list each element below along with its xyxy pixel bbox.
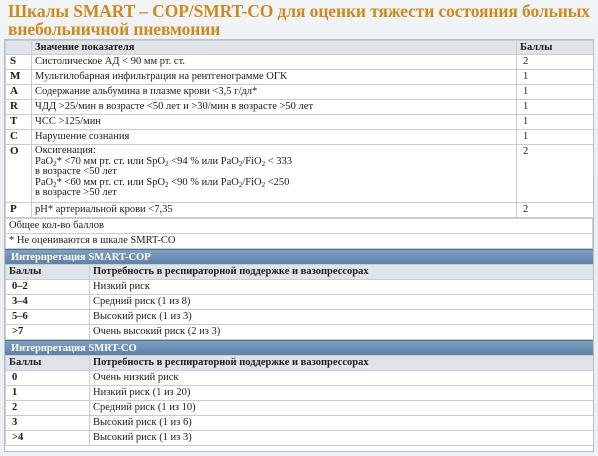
header-need: Потребность в респираторной поддержке и вазопрессорах <box>90 356 595 371</box>
total-label: Общее кол-во баллов <box>6 219 593 234</box>
table-row <box>6 115 595 130</box>
footnote-row <box>6 234 593 249</box>
text-fragment: /FiO <box>242 155 262 167</box>
subscript: 2 <box>261 180 266 189</box>
scale-table <box>5 40 594 218</box>
text-fragment: PaO <box>35 176 54 188</box>
row-text: pH* артериальной крови <7,35 <box>32 203 517 218</box>
oxygenation-age-young: в возрасте <50 лет <box>35 166 117 177</box>
oxygenation-label: Оксигенация: <box>35 145 96 156</box>
oxygenation-age-old: в возрасте >50 лет <box>35 187 117 198</box>
interpretation-table-smrt-co <box>5 355 594 446</box>
row-score: 3 <box>6 416 90 431</box>
table-row <box>6 130 595 145</box>
row-text: Систолическое АД < 90 мм рт. ст. <box>32 55 517 70</box>
row-text: ЧДД >25/мин в возрасте <50 лет и >30/мин в возрасте >50 лет <box>32 100 517 115</box>
row-need: Очень высокий риск (2 из 3) <box>90 325 595 340</box>
text-fragment: <250 <box>265 176 290 188</box>
row-need: Высокий риск (1 из 3) <box>90 310 595 325</box>
table-row <box>6 325 595 340</box>
text-fragment: <90 % или PaO <box>168 176 239 188</box>
row-score: 1 <box>517 100 595 115</box>
oxygenation-row <box>6 145 595 203</box>
footnote: * Не оцениваются в шкале SMRT-CO <box>6 234 593 249</box>
row-need: Очень низкий риск <box>90 371 595 386</box>
text-fragment: * <70 мм рт. ст. или SpO <box>56 155 166 167</box>
row-letter: T <box>6 115 32 130</box>
row-score: 5–6 <box>6 310 90 325</box>
oxygenation-text <box>32 145 517 203</box>
interpretation-header <box>6 356 595 371</box>
row-need: Низкий риск (1 из 20) <box>90 386 595 401</box>
row-text: Мультилобарная инфильтрация на рентгенограмме ОГК <box>32 70 517 85</box>
table-row <box>6 280 595 295</box>
row-score: 0 <box>6 371 90 386</box>
interpretation-header <box>6 265 595 280</box>
row-score: >4 <box>6 431 90 446</box>
row-score: 1 <box>517 115 595 130</box>
table-row <box>6 386 595 401</box>
text-fragment: * <60 мм рт. ст. или SpO <box>56 176 166 188</box>
row-score: 2 <box>6 401 90 416</box>
row-score: 2 <box>517 145 595 203</box>
header-parameter: Значение показателя <box>32 41 517 55</box>
subscript: 2 <box>238 159 243 168</box>
row-letter: O <box>6 145 32 203</box>
row-text: Нарушение сознания <box>32 130 517 145</box>
row-need: Высокий риск (1 из 3) <box>90 431 595 446</box>
header-score: Баллы <box>517 41 595 55</box>
row-letter: C <box>6 130 32 145</box>
section-header-smrt-co: Интерпретация SMRT-CO <box>5 340 593 355</box>
subscript: 2 <box>53 159 57 168</box>
subscript: 2 <box>238 180 243 189</box>
scale-table-header <box>6 41 595 55</box>
row-letter: P <box>6 203 32 218</box>
section-header-smart-cop: Интерпретация SMART-COP <box>5 249 593 264</box>
subscript: 2 <box>165 180 169 189</box>
table-row <box>6 310 595 325</box>
row-score: 2 <box>517 55 595 70</box>
row-need: Средний риск (1 из 8) <box>90 295 595 310</box>
table-row <box>6 416 595 431</box>
smart-cop-sheet <box>4 39 594 452</box>
text-fragment: /FiO <box>242 176 262 188</box>
subscript: 2 <box>53 180 57 189</box>
summary-table <box>5 218 593 249</box>
row-letter: M <box>6 70 32 85</box>
row-letter: S <box>6 55 32 70</box>
table-row <box>6 70 595 85</box>
row-score: 1 <box>517 130 595 145</box>
table-row <box>6 295 595 310</box>
row-score: 2 <box>517 203 595 218</box>
row-text: ЧСС >125/мин <box>32 115 517 130</box>
table-row <box>6 85 595 100</box>
text-fragment: PaO <box>35 155 54 167</box>
text-fragment: < 333 <box>265 155 292 167</box>
subscript: 2 <box>261 159 266 168</box>
page-title: Шкалы SMART – COP/SMRT-CO для оценки тяжести состояния больных внебольничной пневмонии <box>8 1 590 39</box>
row-letter: A <box>6 85 32 100</box>
row-score: 3–4 <box>6 295 90 310</box>
row-score: 1 <box>517 70 595 85</box>
row-score: 1 <box>6 386 90 401</box>
table-row <box>6 55 595 70</box>
row-score: >7 <box>6 325 90 340</box>
interpretation-table-smart-cop <box>5 264 594 340</box>
header-score: Баллы <box>6 265 90 280</box>
table-row <box>6 371 595 386</box>
total-row <box>6 219 593 234</box>
row-score: 1 <box>517 85 595 100</box>
row-text: Содержание альбумина в плазме крови <3,5 г/дл* <box>32 85 517 100</box>
subscript: 2 <box>165 159 169 168</box>
header-letter-cell <box>6 41 32 55</box>
header-score: Баллы <box>6 356 90 371</box>
row-need: Средний риск (1 из 10) <box>90 401 595 416</box>
row-need: Высокий риск (1 из 6) <box>90 416 595 431</box>
header-need: Потребность в респираторной поддержке и вазопрессорах <box>90 265 595 280</box>
text-fragment: <94 % или PaO <box>168 155 239 167</box>
table-row <box>6 100 595 115</box>
table-row <box>6 203 595 218</box>
table-row <box>6 431 595 446</box>
row-score: 0–2 <box>6 280 90 295</box>
row-need: Низкий риск <box>90 280 595 295</box>
row-letter: R <box>6 100 32 115</box>
table-row <box>6 401 595 416</box>
